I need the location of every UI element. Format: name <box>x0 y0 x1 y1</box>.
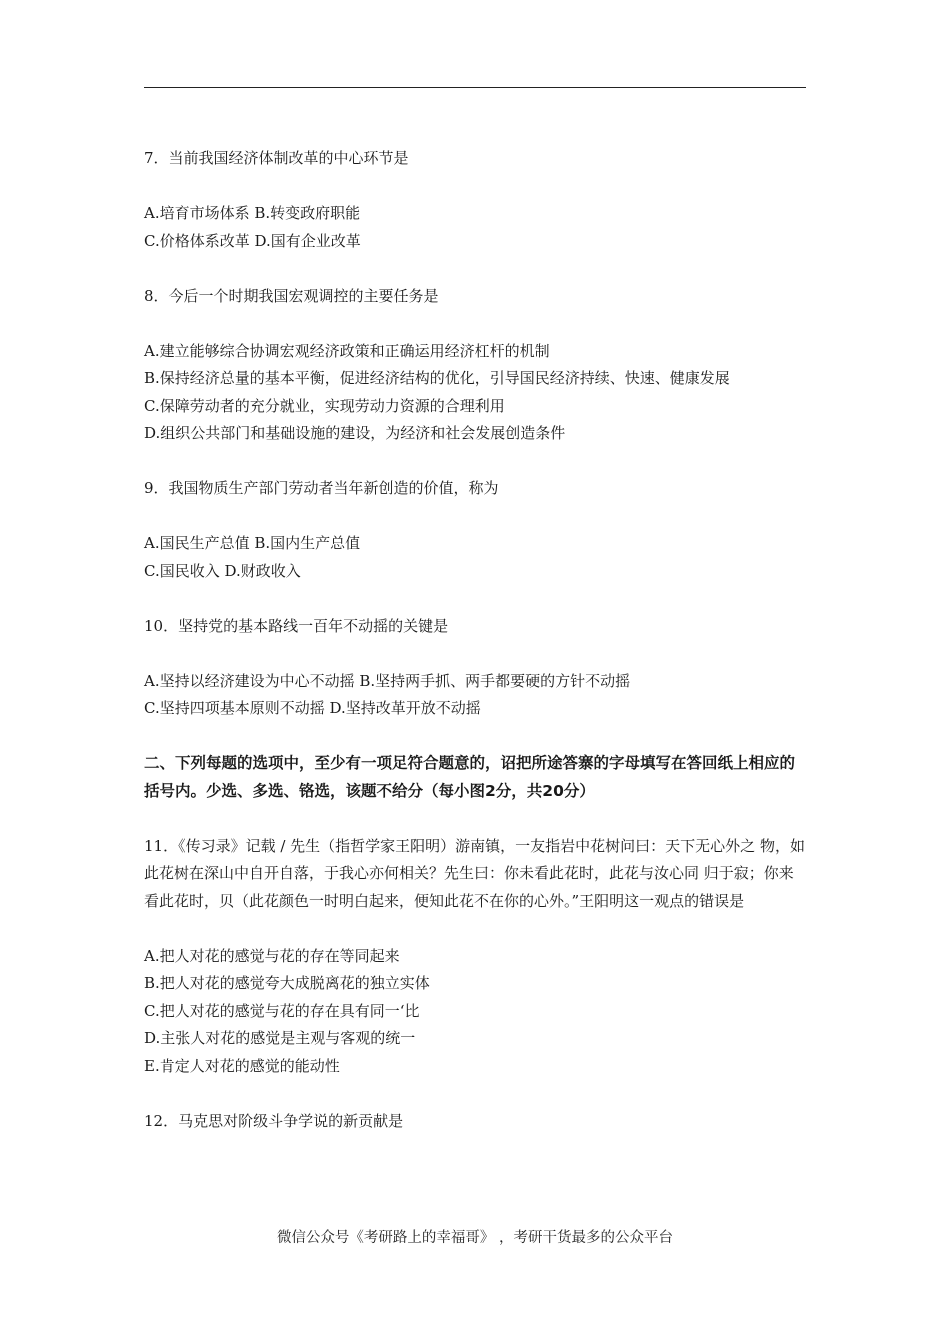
question-11-stem: 11．《传习录》记载 / 先生（指哲学家王阳明）游南镇，一友指岩中花树问曰：天下无心外之 物，如此花树在深山中自开自落，于我心亦何相关？先生曰：你未看此花时，此花与汝心同 归于寂；你来看此花时，贝（此花颜色一时明白起来，便知此花不在你的心外。”王阳明这一观点的错误是 <box>144 836 805 910</box>
question-8-options <box>144 338 808 448</box>
option-line: E.肯定人对花的感觉的能动性 <box>144 1056 340 1075</box>
question-10-options <box>144 668 808 723</box>
option-line: D.主张人对花的感觉是主观与客观的统一 <box>144 1029 416 1047</box>
option-line: C.把人对花的感觉与花的存在具有同一‘比 <box>144 1001 420 1020</box>
question-7-stem: 7．当前我国经济体制改革的中心环节是 <box>144 149 409 167</box>
option-line: C.国民收入 D.财政收入 <box>144 561 301 580</box>
option-line: C.坚持四项基本原则不动摇 D.坚持改革开放不动摇 <box>144 699 481 717</box>
option-line: A.培育市场体系 B.转变政府职能 <box>144 204 361 222</box>
option-line: B.把人对花的感觉夸大成脱离花的独立实体 <box>144 974 430 992</box>
option-line: C.保障劳动者的充分就业，实现劳动力资源的合理利用 <box>144 396 505 415</box>
question-12-stem: 12．马克思对阶级斗争学说的新贡献是 <box>144 1111 404 1130</box>
option-line: C.价格体系改革 D.国有企业改革 <box>144 231 361 250</box>
option-line: A.坚持以经济建设为中心不动摇 B.坚持两手抓、两手都要硬的方针不动摇 <box>144 671 631 690</box>
header-rule <box>144 87 806 88</box>
page-footer: 微信公众号《考研路上的幸福哥》 ，考研干货最多的公众平台 <box>276 1230 674 1246</box>
question-8-stem: 8．今后一个时期我国宏观调控的主要任务是 <box>144 286 439 305</box>
question-9-options <box>144 530 808 585</box>
document-body <box>144 145 808 1163</box>
option-line: B.保持经济总量的基本平衡，促进经济结构的优化，引导国民经济持续、快速、健康发展 <box>144 369 730 387</box>
question-10-stem: 10．坚持党的基本路线一百年不动摇的关键是 <box>144 616 449 635</box>
option-line: A.国民生产总值 B.国内生产总值 <box>144 534 361 552</box>
option-line: D.组织公共部门和基础设施的建设，为经济和社会发展创造条件 <box>144 424 566 442</box>
option-line: A.建立能够综合协调宏观经济政策和正确运用经济杠杆的机制 <box>144 341 550 360</box>
option-line: A.把人对花的感觉与花的存在等同起来 <box>144 946 400 965</box>
question-11-options <box>144 943 808 1081</box>
question-7-options <box>144 200 808 255</box>
section-2-heading: 二、下列每题的选项中，至少有一项足符合题意的，诏把所途答寨的字母填写在答回纸上相应的括号内。少选、多选、铬选，该题不给分（每小图2分，共20分） <box>144 754 796 800</box>
question-9-stem: 9．我国物质生产部门劳动者当年新创造的价值，称为 <box>144 479 499 497</box>
